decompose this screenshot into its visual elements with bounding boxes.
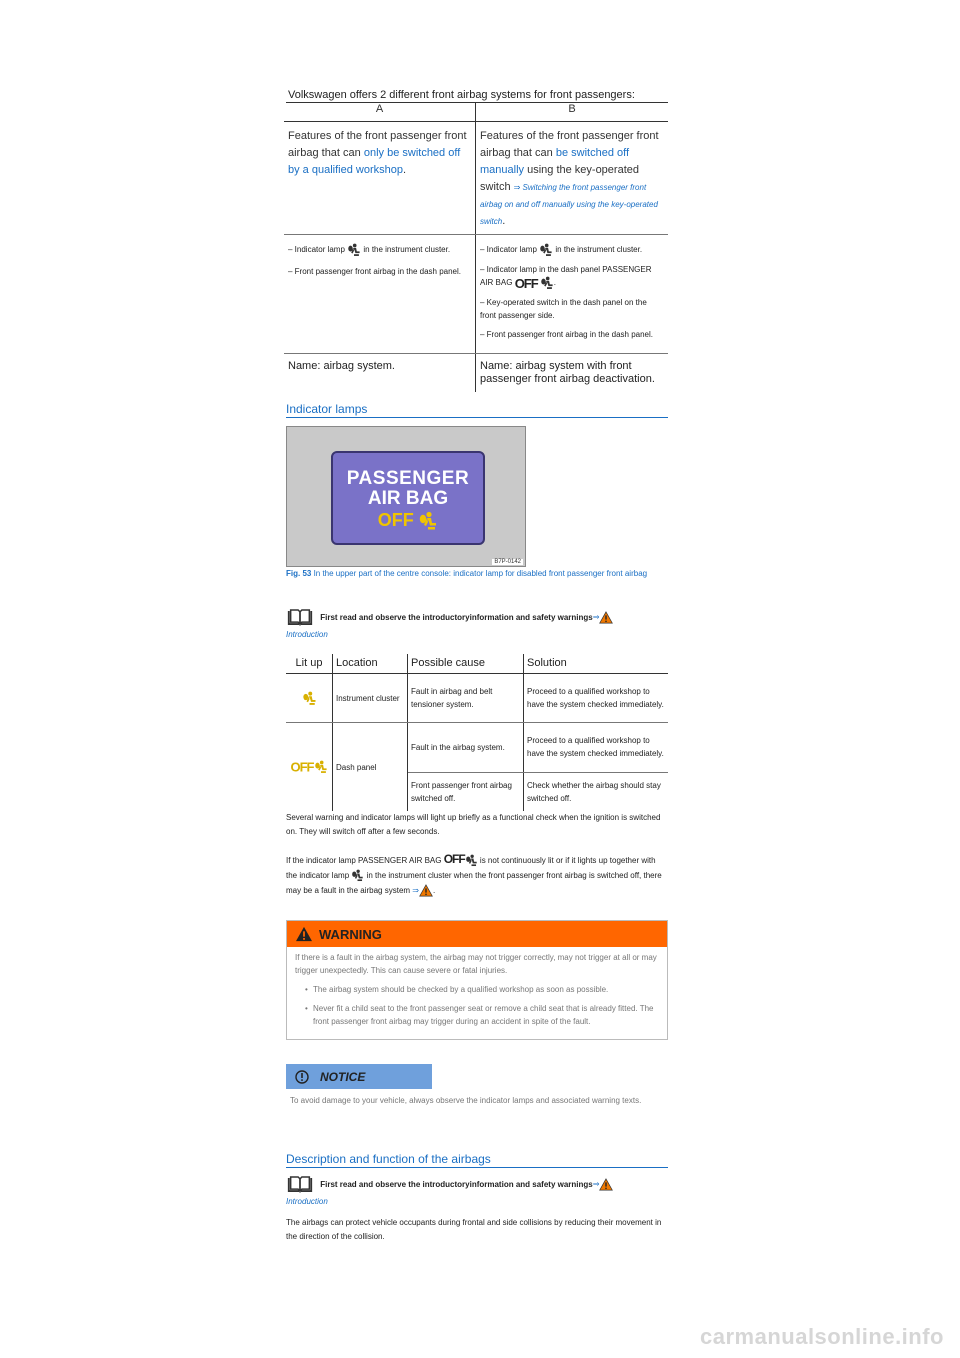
b-features-text: Features of the front passenger front airbag that can bbox=[480, 130, 659, 159]
read-first-arrow: ⇒ bbox=[592, 1179, 600, 1189]
fault-arrow: ⇒ bbox=[412, 886, 419, 895]
b-item2-text: – Indicator lamp in the dash panel PASSENGER AIR BAG bbox=[480, 265, 652, 288]
off-airbag-icon: OFF bbox=[290, 759, 314, 775]
b-item2-post: . bbox=[553, 278, 556, 288]
table-row bbox=[286, 674, 668, 723]
location-cell: Instrument cluster bbox=[333, 674, 408, 723]
panel-text-off: OFF bbox=[377, 510, 414, 530]
airbag-person-icon bbox=[347, 243, 361, 257]
list-item: • The airbag system should be checked by a qualified workshop as soon as possible. bbox=[305, 983, 659, 996]
b-item1-pre: – Indicator lamp bbox=[480, 245, 540, 255]
warning-triangle-icon[interactable] bbox=[419, 884, 436, 897]
b-component-1 bbox=[480, 243, 664, 257]
introduction-link[interactable]: Introduction bbox=[286, 1197, 328, 1206]
col-lit-up: Lit up bbox=[286, 654, 333, 674]
warning-box bbox=[286, 920, 668, 1040]
cause-cell: Front passenger front airbag switched off. bbox=[408, 772, 524, 811]
warning-header bbox=[287, 921, 667, 947]
read-first-text: First read and observe the introductoryinformation and safety warnings bbox=[320, 1179, 593, 1189]
panel-off-row bbox=[333, 510, 483, 531]
lit-up-cell bbox=[286, 723, 333, 812]
column-b-components bbox=[476, 235, 669, 354]
column-a-name: Name: airbag system. bbox=[284, 354, 476, 393]
warning-triangle-icon bbox=[599, 1178, 613, 1191]
airbag-person-icon bbox=[539, 243, 553, 257]
fault-text-c: in the instrument cluster when the front passenger front airbag is switched off, there may be a fault in the airbag system bbox=[286, 871, 662, 895]
airbag-person-icon bbox=[314, 760, 328, 774]
b-component-2 bbox=[480, 263, 664, 290]
read-first-text: First read and observe the introductoryinformation and safety warnings bbox=[320, 612, 593, 622]
figure-caption-text: In the upper part of the centre console: indicator lamp for disabled front passenger front airbag bbox=[311, 569, 648, 578]
airbag-person-icon bbox=[302, 691, 317, 706]
warning-list bbox=[295, 983, 659, 1028]
airbag-systems-table bbox=[284, 103, 668, 392]
column-a-features bbox=[284, 122, 476, 235]
column-b-header: B bbox=[476, 103, 669, 122]
a-features-link: only be switched off by a qualified workshop bbox=[288, 147, 461, 176]
cause-cell: Fault in airbag and belt tensioner system. bbox=[408, 674, 524, 723]
a-component-2: – Front passenger front airbag in the dash panel. bbox=[288, 267, 461, 276]
notice-header bbox=[286, 1064, 432, 1089]
indicator-lamp-table bbox=[286, 654, 668, 811]
read-first-notice bbox=[286, 608, 613, 627]
book-icon bbox=[286, 608, 314, 627]
airbag-person-icon bbox=[465, 854, 478, 867]
column-b-name: Name: airbag system with front passenger front airbag deactivation. bbox=[480, 360, 655, 385]
fault-text-b: is not continuously lit or if it lights up together with the indicator lamp bbox=[286, 856, 656, 880]
warning-triangle-icon bbox=[599, 611, 613, 624]
a-features-text: Features of the front passenger front airbag that can bbox=[288, 130, 467, 159]
solution-cell: Check whether the airbag should stay switched off. bbox=[527, 780, 661, 803]
description-heading: Description and function of the airbags bbox=[286, 1152, 668, 1168]
airbag-person-icon bbox=[351, 869, 364, 882]
lit-up-cell bbox=[286, 674, 333, 723]
col-solution: Solution bbox=[524, 654, 669, 674]
solution-cell: Proceed to a qualified workshop to have the system checked immediately. bbox=[524, 723, 669, 773]
fault-paragraph bbox=[286, 852, 668, 898]
column-b-features bbox=[476, 122, 669, 235]
passenger-airbag-off-panel bbox=[331, 451, 485, 545]
a-item1-pre: – Indicator lamp bbox=[288, 245, 348, 255]
introduction-link[interactable]: Introduction bbox=[286, 630, 328, 639]
book-icon bbox=[286, 1175, 314, 1194]
table-row bbox=[286, 723, 668, 773]
panel-text-passenger: PASSENGER bbox=[346, 468, 470, 489]
notice-title: NOTICE bbox=[320, 1070, 366, 1084]
indicator-lamps-heading: Indicator lamps bbox=[286, 402, 668, 418]
off-airbag-icon: OFF bbox=[443, 852, 465, 866]
b-features-mid: using the key-operated switch bbox=[480, 164, 639, 193]
airbag-person-icon bbox=[418, 511, 438, 531]
fault-text-end: . bbox=[433, 886, 436, 895]
image-code: B7P-0142 bbox=[494, 559, 521, 565]
cause-cell: Fault in the airbag system. bbox=[408, 723, 524, 773]
column-a-header: A bbox=[284, 103, 476, 122]
notice-exclamation-icon bbox=[295, 1070, 309, 1084]
read-first-arrow: ⇒ bbox=[592, 612, 600, 622]
warning-title: WARNING bbox=[319, 927, 382, 942]
figure-53-caption bbox=[286, 568, 668, 580]
off-airbag-icon: OFF bbox=[514, 275, 538, 291]
col-location: Location bbox=[333, 654, 408, 674]
b-component-4: – Front passenger front airbag in the dash panel. bbox=[480, 330, 653, 339]
a-item1-post: in the instrument cluster. bbox=[361, 245, 451, 255]
switching-airbag-link[interactable]: ⇒ Switching the front passenger front airbag on and off manually using the key-operated switch bbox=[480, 183, 658, 226]
a-component-1 bbox=[288, 243, 471, 257]
solution-cell: Proceed to a qualified workshop to have the system checked immediately. bbox=[524, 674, 669, 723]
column-a-components bbox=[284, 235, 476, 354]
warning-body bbox=[287, 947, 667, 1038]
list-item: • Never fit a child seat to the front passenger seat or remove a child seat that is already fitted. The front passenger front airbag may trigger during an accident in spite of the fault. bbox=[305, 1002, 659, 1028]
warning-text: If there is a fault in the airbag system, the airbag may not trigger correctly, may not trigger at all or may trigger unexpectedly. This can cause severe or fatal injuries. bbox=[295, 953, 657, 975]
notice-text: To avoid damage to your vehicle, always observe the indicator lamps and associated warning texts. bbox=[290, 1096, 642, 1105]
b-item1-post: in the instrument cluster. bbox=[553, 245, 643, 255]
airbag-description-paragraph: The airbags can protect vehicle occupants during frontal and side collisions by reducing their movement in the direction of the collision. bbox=[286, 1218, 662, 1241]
col-possible-cause: Possible cause bbox=[408, 654, 524, 674]
a-features-end: . bbox=[402, 164, 407, 176]
figure-53-image bbox=[286, 426, 526, 567]
site-watermark: carmanualsonline.info bbox=[700, 1324, 944, 1349]
fault-text-a: If the indicator lamp PASSENGER AIR BAG bbox=[286, 856, 444, 865]
figure-label: Fig. 53 bbox=[286, 569, 312, 578]
warning-triangle-icon bbox=[295, 926, 313, 942]
panel-text-airbag: AIR BAG bbox=[367, 488, 449, 509]
location-cell: Dash panel bbox=[333, 723, 408, 812]
functional-check-paragraph: Several warning and indicator lamps will light up briefly as a functional check when the ignition is switched on. They will switch off after a few seconds. bbox=[286, 813, 661, 836]
read-first-notice bbox=[286, 1175, 613, 1194]
airbag-person-icon bbox=[540, 276, 554, 290]
b-features-link: be switched off manually bbox=[480, 147, 630, 176]
b-features-end: . bbox=[502, 215, 506, 227]
systems-table-caption: Volkswagen offers 2 different front airbag systems for front passengers: bbox=[288, 89, 635, 101]
b-component-3: – Key-operated switch in the dash panel on the front passenger side. bbox=[480, 298, 647, 320]
